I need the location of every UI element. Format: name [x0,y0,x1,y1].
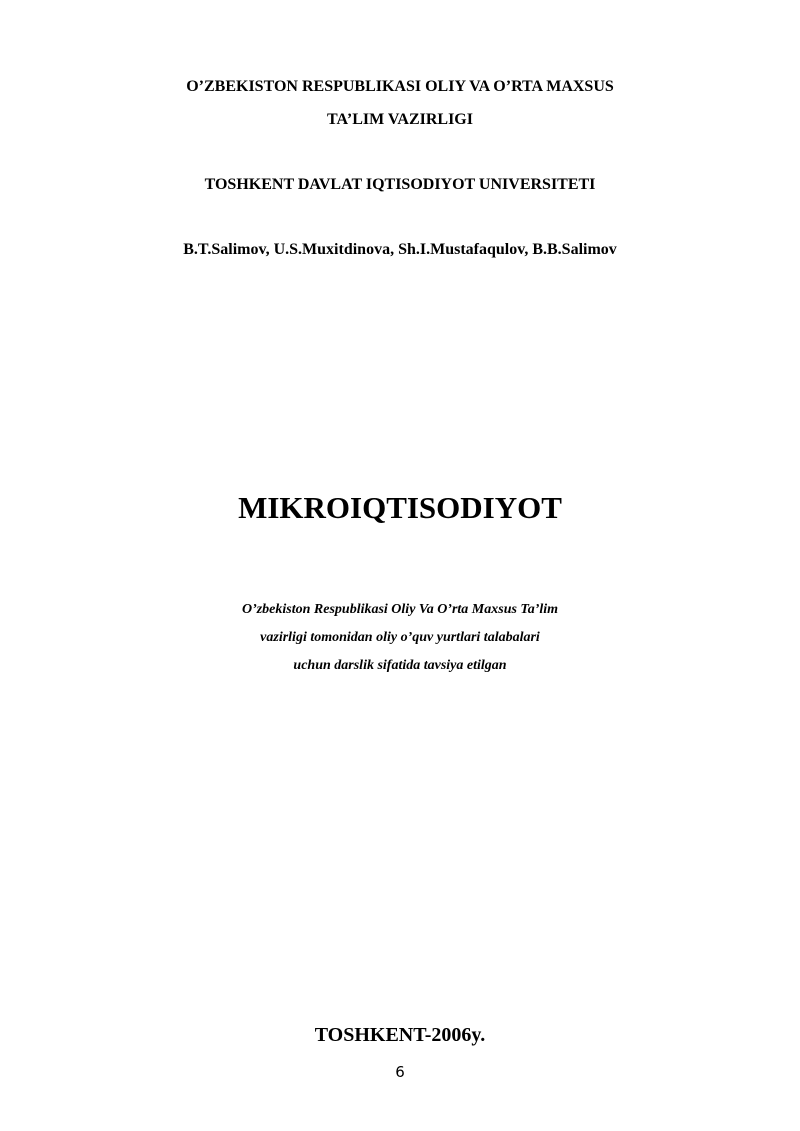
approval-line-1: O’zbekiston Respublikasi Oliy Va O’rta Maxsus Ta’lim [241,602,559,617]
authors-list: B.T.Salimov, U.S.Muxitdinova, Sh.I.Mustafaqulov, B.B.Salimov [183,241,617,258]
approval-line-2: vazirligi tomonidan oliy o’quv yurtlari talabalari [260,630,540,645]
approval-line-3: uchun darslik sifatida tavsiya etilgan [293,658,507,673]
ministry-line-2: TA’LIM VAZIRLIGI [327,111,473,128]
book-title: MIKROIQTISODIYOT [238,490,562,525]
city-year: TOSHKENT-2006y. [314,1024,486,1046]
ministry-line-1: O’ZBEKISTON RESPUBLIKASI OLIY VA O’RTA MAXSUS [186,78,614,95]
university-name: TOSHKENT DAVLAT IQTISODIYOT UNIVERSITETI [204,176,596,193]
page-number: 6 [395,1063,405,1081]
